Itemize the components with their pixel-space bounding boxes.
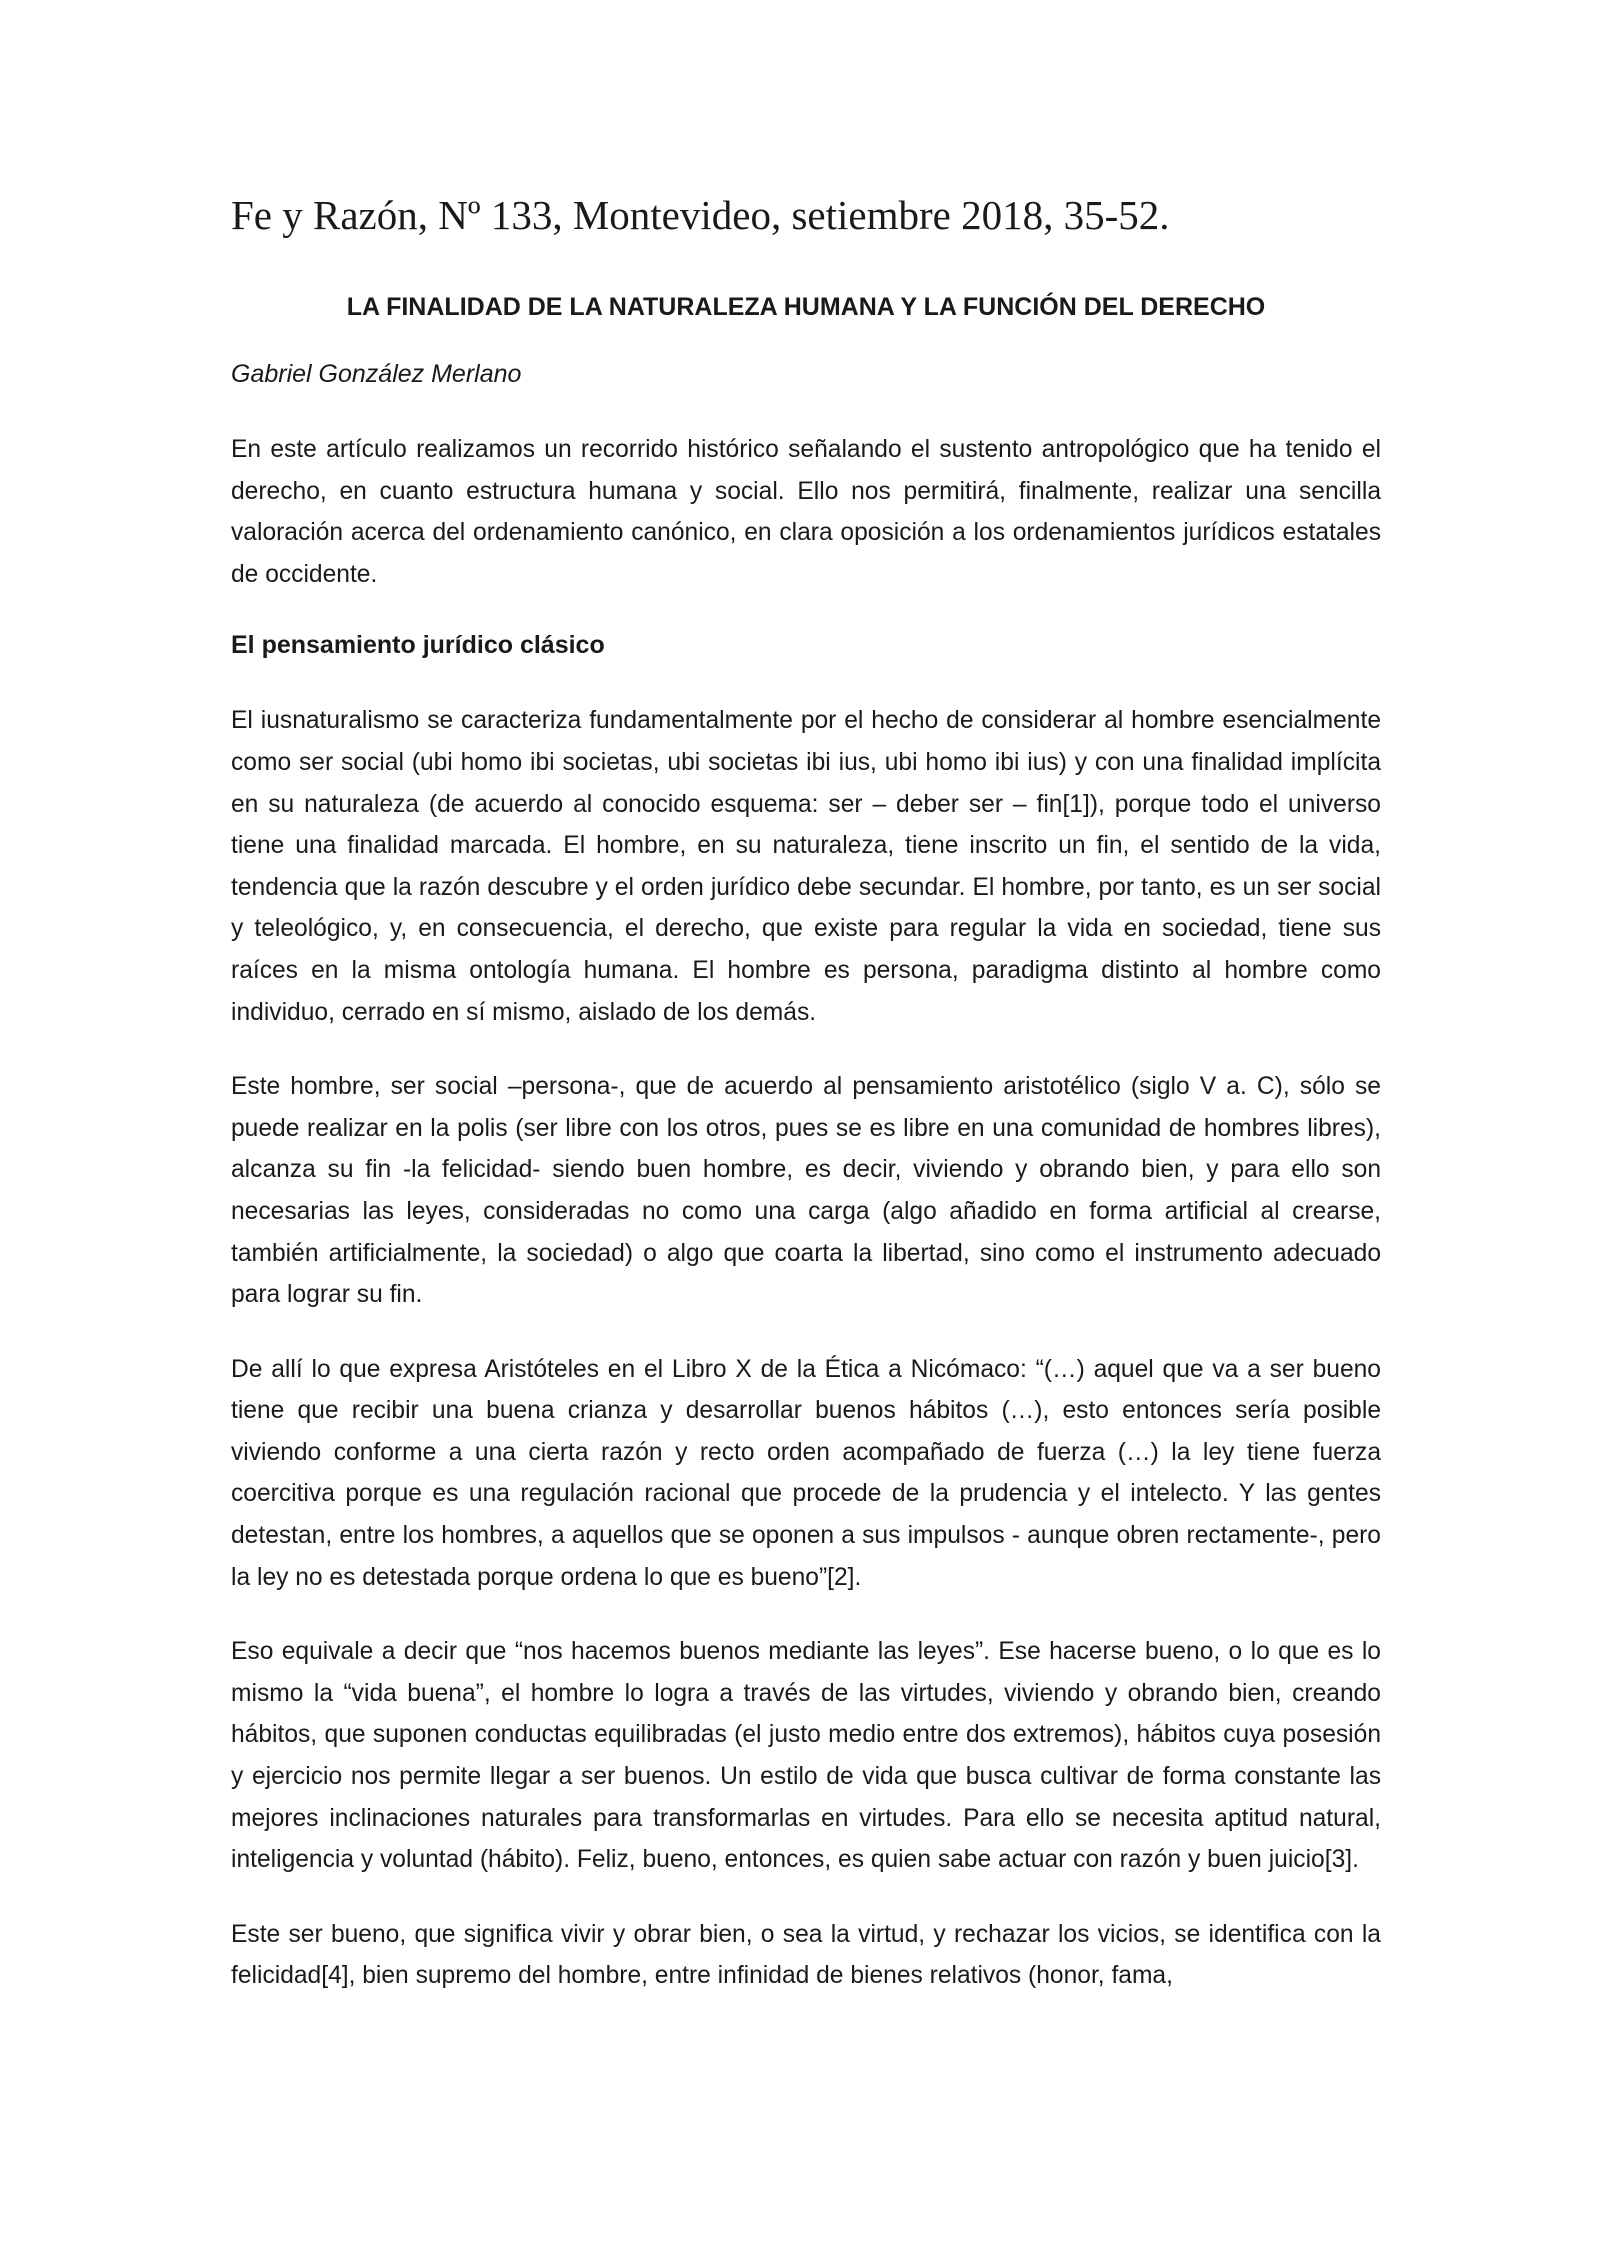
body-paragraph: El iusnaturalismo se caracteriza fundamentalmente por el hecho de considerar al hombre esencialmente como ser social (ubi homo ibi societas, ubi societas ibi ius, ubi homo ibi ius) y con una finalidad implícita en su naturaleza (de acuerdo al conocido esquema: ser – deber ser – fin[1]), porque todo el universo tiene una finalidad marcada. El hombre, en su naturaleza, tiene inscrito un fin, el sentido de la vida, tendencia que la razón descubre y el orden jurídico debe secundar. El hombre, por tanto, es un ser social y teleológico, y, en consecuencia, el derecho, que existe para regular la vida en sociedad, tiene sus raíces en la misma ontología humana. El hombre es persona, paradigma distinto al hombre como individuo, cerrado en sí mismo, aislado de los demás. (231, 707, 1381, 1026)
journal-citation-header: Fe y Razón, Nº 133, Montevideo, setiembre 2018, 35-52. (231, 192, 1170, 238)
body-paragraph: Este hombre, ser social –persona-, que de acuerdo al pensamiento aristotélico (siglo V a. C), sólo se puede realizar en la polis (ser libre con los otros, pues se es libre en una comunidad de hombres libres), alcanza su fin -la felicidad- siendo buen hombre, es decir, viviendo y obrando bien, y para ello son necesarias las leyes, consideradas no como una carga (algo añadido en forma artificial al crearse, también artificialmente, la sociedad) o algo que coarta la libertad, sino como el instrumento adecuado para lograr su fin. (231, 1073, 1381, 1309)
document-page (231, 190, 1381, 1997)
article-title: LA FINALIDAD DE LA NATURALEZA HUMANA Y LA FUNCIÓN DEL DERECHO (346, 293, 1266, 321)
author-name: Gabriel González Merlano (231, 360, 522, 388)
abstract-paragraph: En este artículo realizamos un recorrido histórico señalando el sustento antropológico que ha tenido el derecho, en cuanto estructura humana y social. Ello nos permitirá, finalmente, realizar una sencilla valoración acerca del ordenamiento canónico, en clara oposición a los ordenamientos jurídicos estatales de occidente. (231, 436, 1381, 588)
body-paragraph: Este ser bueno, que significa vivir y obrar bien, o sea la virtud, y rechazar los vicios, se identifica con la felicidad[4], bien supremo del hombre, entre infinidad de bienes relativos (honor, fama, (231, 1920, 1381, 1990)
section-heading: El pensamiento jurídico clásico (231, 631, 605, 660)
body-paragraph: De allí lo que expresa Aristóteles en el Libro X de la Ética a Nicómaco: “(…) aquel que va a ser bueno tiene que recibir una buena crianza y desarrollar buenos hábitos (…), esto entonces sería posible viviendo conforme a una cierta razón y recto orden acompañado de fuerza (…) la ley tiene fuerza coercitiva porque es una regulación racional que procede de la prudencia y el intelecto. Y las gentes detestan, entre los hombres, a aquellos que se oponen a sus impulsos - aunque obren rectamente-, pero la ley no es detestada porque ordena lo que es bueno”[2]. (231, 1355, 1381, 1591)
body-paragraph: Eso equivale a decir que “nos hacemos buenos mediante las leyes”. Ese hacerse bueno, o lo que es lo mismo la “vida buena”, el hombre lo logra a través de las virtudes, viviendo y obrando bien, creando hábitos, que suponen conductas equilibradas (el justo medio entre dos extremos), hábitos cuya posesión y ejercicio nos permite llegar a ser buenos. Un estilo de vida que busca cultivar de forma constante las mejores inclinaciones naturales para transformarlas en virtudes. Para ello se necesita aptitud natural, inteligencia y voluntad (hábito). Feliz, bueno, entonces, es quien sabe actuar con razón y buen juicio[3]. (231, 1638, 1381, 1874)
